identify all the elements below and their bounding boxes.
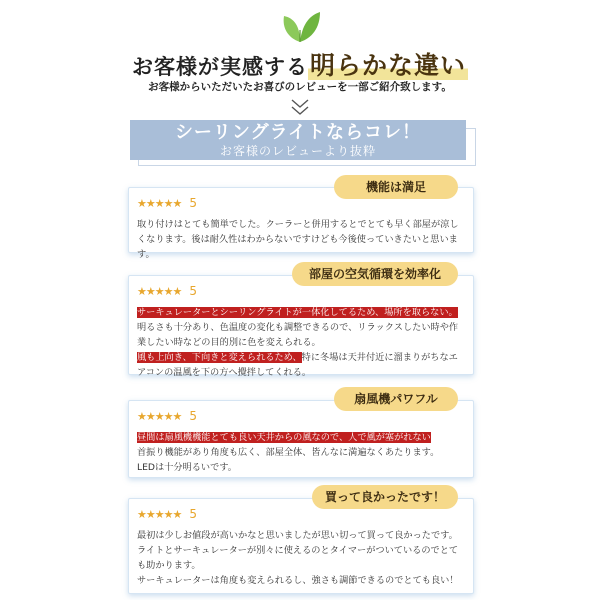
page-subtitle: お客様からいただいたお喜びのレビューを一部ご紹介致します。 [148, 81, 452, 93]
review-line: サーキュレーターは角度も変えられるし、強さも調節できるのでとても良い！ [137, 575, 459, 586]
title-part: お客様が実感する [131, 55, 308, 79]
review-line: 首振り機能があり角度も広く、部屋全体、皆んなに満遍なくあたります。 [137, 447, 440, 458]
review-text [137, 528, 465, 588]
section-banner [130, 120, 466, 160]
star-rating [137, 507, 465, 522]
star-rating [137, 284, 465, 299]
review-tag-4: 買って良かったです！ [312, 485, 458, 509]
review-tag-3: 扇風機パワフル [334, 387, 458, 411]
star-rating [137, 409, 465, 424]
banner-subtitle: お客様のレビューより抜粋 [219, 144, 376, 158]
title-highlight: 明らかな違い [309, 51, 466, 80]
stars-icon: ★★★★★ [137, 197, 182, 210]
review-line: LEDは十分明るいです。 [137, 462, 237, 473]
stars-icon: ★★★★★ [137, 410, 182, 423]
review-text [137, 430, 465, 475]
review-highlight: 風も上向き、下向きと変えられるため、 [137, 352, 302, 363]
review-line: 明るさも十分あり、色温度の変化も調整できるので、リラックスしたい時や作業したい時などの目的別に色を変えられる。 [137, 322, 459, 348]
rating-value: 5 [189, 507, 197, 521]
review-line: 取り付けはとても簡単でした。クーラーと併用するとで [137, 219, 367, 230]
review-card-2 [128, 275, 474, 378]
review-text [137, 305, 465, 380]
rating-value: 5 [189, 284, 197, 298]
review-highlight: 昼間は扇風機機能とても良い天井からの風なので、人で風が塞がれない [137, 432, 431, 443]
review-highlight: サーキュレーターとシーリングライトが一体化してるため、場所を取らない。 [137, 307, 458, 318]
rating-value: 5 [189, 409, 197, 423]
review-line: 特に冬場は天井付近に溜まりがちなエアコンの温風を下の方へ攪拌してくれる。 [137, 352, 458, 378]
banner-title: シーリングライトならコレ！ [174, 122, 422, 143]
rating-value: 5 [189, 196, 197, 210]
review-line: 最初は少しお値段が高いかなと思いましたが思い切って買って良かったです。ライトとサーキュレーターが別々に使えるのとタイマーがついているのでとても助かります。 [137, 530, 459, 571]
page-title [0, 46, 600, 82]
stars-icon: ★★★★★ [137, 508, 182, 521]
leaf-icon [278, 8, 322, 44]
stars-icon: ★★★★★ [137, 285, 182, 298]
review-card-4 [128, 498, 474, 594]
review-card-3 [128, 400, 474, 478]
review-text [137, 217, 465, 262]
chevron-down-icon [289, 98, 311, 118]
review-line: とても早く部屋が涼しくなります。後は耐久性はわからないですけども今後使っていきたいと思います。 [137, 219, 459, 260]
review-tag-1: 機能は満足 [334, 175, 458, 199]
review-tag-2: 部屋の空気循環を効率化 [292, 262, 458, 286]
